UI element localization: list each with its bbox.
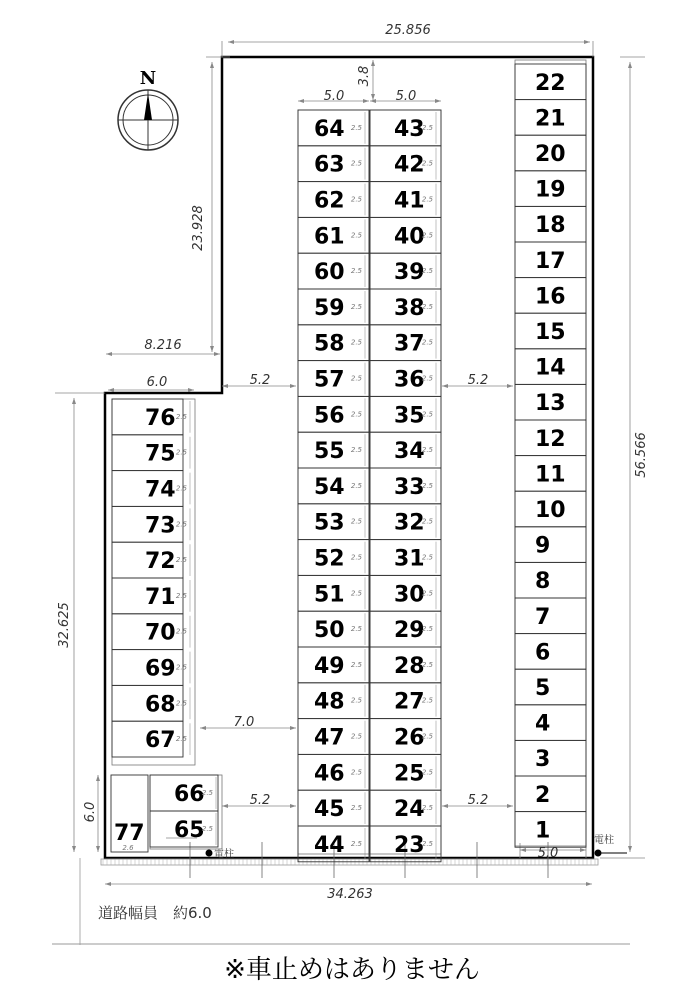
dimension-arrowhead — [188, 388, 194, 392]
stall-number: 47 — [314, 725, 345, 751]
stall-number: 4 — [535, 711, 551, 737]
stall-number: 64 — [314, 116, 345, 142]
stall-number: 77 — [114, 821, 145, 846]
stall-number: 36 — [394, 367, 425, 393]
dim-left-step: 8.216 — [144, 338, 182, 353]
stall-width-mark: 2.5 — [421, 839, 433, 848]
parking-stall — [515, 812, 586, 848]
stall-width-mark: 2.5 — [421, 553, 433, 562]
dimension-arrowhead — [105, 882, 111, 886]
stall-number: 58 — [314, 331, 345, 357]
left-stall-column — [112, 399, 195, 765]
stall-width-mark: 2.5 — [421, 195, 433, 204]
stall-width-mark: 2.5 — [421, 589, 433, 598]
stall-width-mark: 2.5 — [350, 374, 362, 383]
dim-aisle-bottom-right: 5.2 — [467, 793, 489, 808]
stall-width-mark: 2.5 — [350, 517, 362, 526]
stall-width-mark: 2.5 — [175, 484, 187, 493]
utility-pole-left-icon — [206, 850, 213, 857]
parking-stall — [515, 562, 586, 598]
stall-width-mark: 2.5 — [175, 735, 187, 744]
stall-number: 70 — [145, 620, 176, 646]
dimension-arrowhead — [298, 99, 304, 103]
stall-number: 39 — [394, 260, 425, 286]
stall-number: 9 — [535, 533, 551, 559]
stall-width-mark: 2.5 — [421, 517, 433, 526]
stall-number: 49 — [314, 653, 345, 679]
stall-number: 65 — [174, 818, 205, 843]
stall-number: 34 — [394, 439, 425, 465]
dimension-arrowhead — [586, 882, 592, 886]
stall-width-mark: 2.5 — [350, 589, 362, 598]
stall-number: 32 — [394, 510, 425, 536]
dim-col-width-right: 5.0 — [395, 89, 417, 104]
stall-width-mark: 2.5 — [175, 627, 187, 636]
stall-number: 59 — [314, 295, 345, 321]
stall-width-mark: 2.5 — [350, 159, 362, 168]
stall-width-mark: 2.5 — [175, 448, 187, 457]
right-stall-column — [515, 60, 586, 847]
stall-number: 25 — [394, 761, 425, 787]
stall-number: 54 — [314, 474, 345, 500]
dimension-arrowhead — [507, 384, 513, 388]
corner-stall-77 — [111, 775, 148, 852]
stall-number: 45 — [314, 797, 345, 823]
dimension-arrowhead — [214, 352, 220, 356]
stall-width-mark: 2.5 — [350, 267, 362, 276]
stall-number: 73 — [145, 513, 176, 539]
stall-width-mark: 2.5 — [350, 696, 362, 705]
dimension-arrowhead — [96, 846, 100, 852]
dimension-arrowhead — [435, 99, 441, 103]
stall-width-mark: 2.5 — [421, 804, 433, 813]
stall-number: 10 — [535, 498, 566, 523]
small-stall-block — [150, 775, 222, 849]
compass — [118, 68, 178, 150]
stall-width-mark: 2.5 — [421, 732, 433, 741]
stall-number: 8 — [535, 569, 551, 595]
stall-number: 61 — [314, 224, 345, 250]
stall-number: 62 — [314, 188, 345, 214]
stall-width-mark: 2.5 — [175, 556, 187, 565]
dim-top-width: 25.856 — [385, 23, 431, 38]
dim-bottom-width: 34.263 — [327, 887, 373, 902]
stall-number: 31 — [394, 546, 425, 572]
stall-width-mark: 2.5 — [350, 302, 362, 311]
center-right-stall-column — [370, 110, 441, 862]
stall-width-mark: 2.5 — [421, 481, 433, 490]
dim-left-col-width: 6.0 — [146, 375, 168, 390]
parking-stall — [515, 527, 586, 563]
dim-left-height-lower: 32.625 — [57, 602, 72, 648]
stall-number: 69 — [145, 656, 176, 682]
parking-stall — [515, 776, 586, 812]
stall-number: 30 — [394, 582, 425, 608]
stall-width-mark: 2.5 — [350, 195, 362, 204]
dimension-arrowhead — [442, 804, 448, 808]
compass-north-label: N — [139, 68, 157, 89]
stall-number: 12 — [535, 426, 566, 452]
footer-note: ※車止めはありません — [224, 955, 480, 985]
dimension-arrowhead — [200, 726, 206, 730]
stall-width-mark: 2.5 — [350, 625, 362, 634]
dimension-arrowhead — [290, 726, 296, 730]
dimension-arrowhead — [222, 804, 228, 808]
dim-aisle-bottom-left: 5.2 — [249, 793, 271, 808]
dimension-arrowhead — [228, 40, 234, 44]
stall-number: 40 — [394, 224, 425, 250]
stall-number: 67 — [145, 728, 176, 754]
stall-number: 19 — [535, 177, 566, 203]
utility-pole-right-label: 電柱 — [594, 835, 614, 846]
parking-stall — [515, 634, 586, 670]
stall-number: 18 — [535, 213, 566, 239]
stall-number: 16 — [535, 284, 566, 310]
stall-number: 46 — [314, 761, 345, 787]
dim-bottom-left-height: 6.0 — [83, 801, 98, 823]
stall-number: 3 — [535, 747, 551, 773]
dimension-arrowhead — [371, 94, 375, 100]
stall-width-mark: 2.5 — [421, 123, 433, 132]
stall-number: 63 — [314, 152, 345, 178]
stall-number: 41 — [394, 188, 425, 214]
stall-width-mark: 2.5 — [421, 374, 433, 383]
stall-number: 2 — [535, 782, 551, 808]
stall-width-mark: 2.5 — [421, 660, 433, 669]
stall-number: 35 — [394, 403, 425, 429]
dim-aisle-top-right: 5.2 — [467, 373, 489, 388]
stall-width-mark: 2.5 — [175, 663, 187, 672]
stall-number: 43 — [394, 116, 425, 142]
stall-number: 23 — [394, 832, 425, 858]
parking-stall — [515, 669, 586, 705]
dimension-arrowhead — [106, 352, 112, 356]
dimension-arrowhead — [96, 775, 100, 781]
road-width-label: 道路幅員 約6.0 — [98, 904, 212, 922]
stall-number: 28 — [394, 653, 425, 679]
parking-stall — [515, 740, 586, 776]
stall-width-mark: 2.5 — [350, 410, 362, 419]
stall-number: 24 — [394, 797, 425, 823]
stall-width-mark: 2.5 — [421, 410, 433, 419]
stall-number: 22 — [535, 70, 566, 96]
stall-number: 76 — [145, 405, 176, 431]
dimension-arrowhead — [72, 846, 76, 852]
dim-stall-77-width: 2.6 — [122, 844, 134, 852]
stall-width-mark: 2.5 — [421, 302, 433, 311]
dim-aisle-mid: 7.0 — [233, 715, 255, 730]
stall-number: 20 — [535, 142, 566, 167]
stall-width-mark: 2.5 — [350, 768, 362, 777]
dimension-arrowhead — [290, 384, 296, 388]
dim-aisle-top-left: 5.2 — [249, 373, 271, 388]
stall-width-mark: 2.5 — [350, 338, 362, 347]
parking-stall — [515, 705, 586, 741]
stall-width-mark: 2.5 — [350, 660, 362, 669]
dimension-arrowhead — [72, 398, 76, 404]
stall-number: 66 — [174, 782, 205, 807]
stall-number: 53 — [314, 510, 345, 536]
stall-width-mark: 2.5 — [350, 446, 362, 455]
stall-number: 56 — [314, 403, 345, 429]
stall-width-mark: 2.5 — [350, 231, 362, 240]
dimension-arrowhead — [442, 384, 448, 388]
stall-width-mark: 2.5 — [421, 768, 433, 777]
stall-number: 57 — [314, 367, 345, 393]
stall-number: 71 — [145, 584, 176, 610]
stall-number: 72 — [145, 549, 176, 575]
stall-number: 60 — [314, 260, 345, 286]
dimension-arrowhead — [210, 62, 214, 68]
dimension-arrowhead — [108, 388, 114, 392]
stall-width-mark: 2.5 — [421, 696, 433, 705]
stall-number: 21 — [535, 106, 566, 132]
stall-number: 42 — [394, 152, 425, 178]
stall-number: 1 — [535, 818, 551, 844]
stall-width-mark: 2.5 — [421, 338, 433, 347]
stall-number: 13 — [535, 391, 566, 417]
stall-number: 51 — [314, 582, 345, 608]
utility-pole-left-label: 電柱 — [214, 849, 234, 860]
stall-number: 55 — [314, 439, 345, 465]
stall-number: 15 — [535, 320, 566, 345]
stall-width-mark: 2.5 — [201, 825, 213, 833]
stall-width-mark: 2.5 — [350, 804, 362, 813]
stall-number: 48 — [314, 689, 345, 715]
stall-number: 27 — [394, 689, 425, 715]
stall-number: 68 — [145, 692, 176, 718]
dimension-arrowhead — [363, 99, 369, 103]
dimension-arrowhead — [520, 848, 526, 852]
stall-width-mark: 2.5 — [350, 123, 362, 132]
stall-width-mark: 2.5 — [175, 591, 187, 600]
stall-width-mark: 2.5 — [350, 732, 362, 741]
stall-width-mark: 2.5 — [350, 481, 362, 490]
dimension-arrowhead — [210, 346, 214, 352]
dimension-arrowhead — [507, 804, 513, 808]
stall-number: 29 — [394, 618, 425, 644]
stall-number: 52 — [314, 546, 345, 572]
dim-right-col-bottom-width: 5.0 — [537, 846, 559, 861]
stall-width-mark: 2.5 — [421, 267, 433, 276]
stall-width-mark: 2.5 — [350, 839, 362, 848]
stall-number: 38 — [394, 295, 425, 321]
stall-number: 7 — [535, 604, 551, 630]
dim-top-gap: 3.8 — [357, 65, 372, 87]
center-left-stall-column — [298, 110, 369, 862]
stall-width-mark: 2.5 — [421, 231, 433, 240]
stall-width-mark: 2.5 — [175, 520, 187, 529]
stall-number: 44 — [314, 832, 345, 858]
stall-number: 14 — [535, 355, 566, 381]
stall-number: 6 — [535, 640, 551, 666]
stall-number: 37 — [394, 331, 425, 357]
dimension-arrowhead — [628, 62, 632, 68]
dim-col-width-left: 5.0 — [323, 89, 345, 104]
stall-number: 75 — [145, 441, 176, 467]
stall-width-mark: 2.5 — [201, 789, 213, 797]
dimension-arrowhead — [290, 804, 296, 808]
dim-left-height-upper: 23.928 — [191, 205, 206, 251]
stall-width-mark: 2.5 — [421, 446, 433, 455]
parking-stall — [515, 598, 586, 634]
stall-number: 33 — [394, 474, 425, 500]
stall-number: 50 — [314, 618, 345, 644]
stall-number: 11 — [535, 462, 566, 488]
stall-number: 26 — [394, 725, 425, 751]
stall-number: 74 — [145, 477, 176, 503]
dim-right-height: 56.566 — [634, 432, 649, 478]
stall-number: 17 — [535, 248, 566, 274]
plan-linework — [52, 40, 645, 945]
stall-width-mark: 2.5 — [175, 412, 187, 421]
dimension-arrowhead — [628, 846, 632, 852]
stall-width-mark: 2.5 — [175, 699, 187, 708]
stall-width-mark: 2.5 — [350, 553, 362, 562]
dimension-arrowhead — [584, 40, 590, 44]
stall-width-mark: 2.5 — [421, 159, 433, 168]
stall-number: 5 — [535, 676, 551, 701]
dimension-arrowhead — [371, 60, 375, 66]
stall-width-mark: 2.5 — [421, 625, 433, 634]
parking-stalls — [111, 60, 586, 862]
dimension-arrowhead — [580, 848, 586, 852]
